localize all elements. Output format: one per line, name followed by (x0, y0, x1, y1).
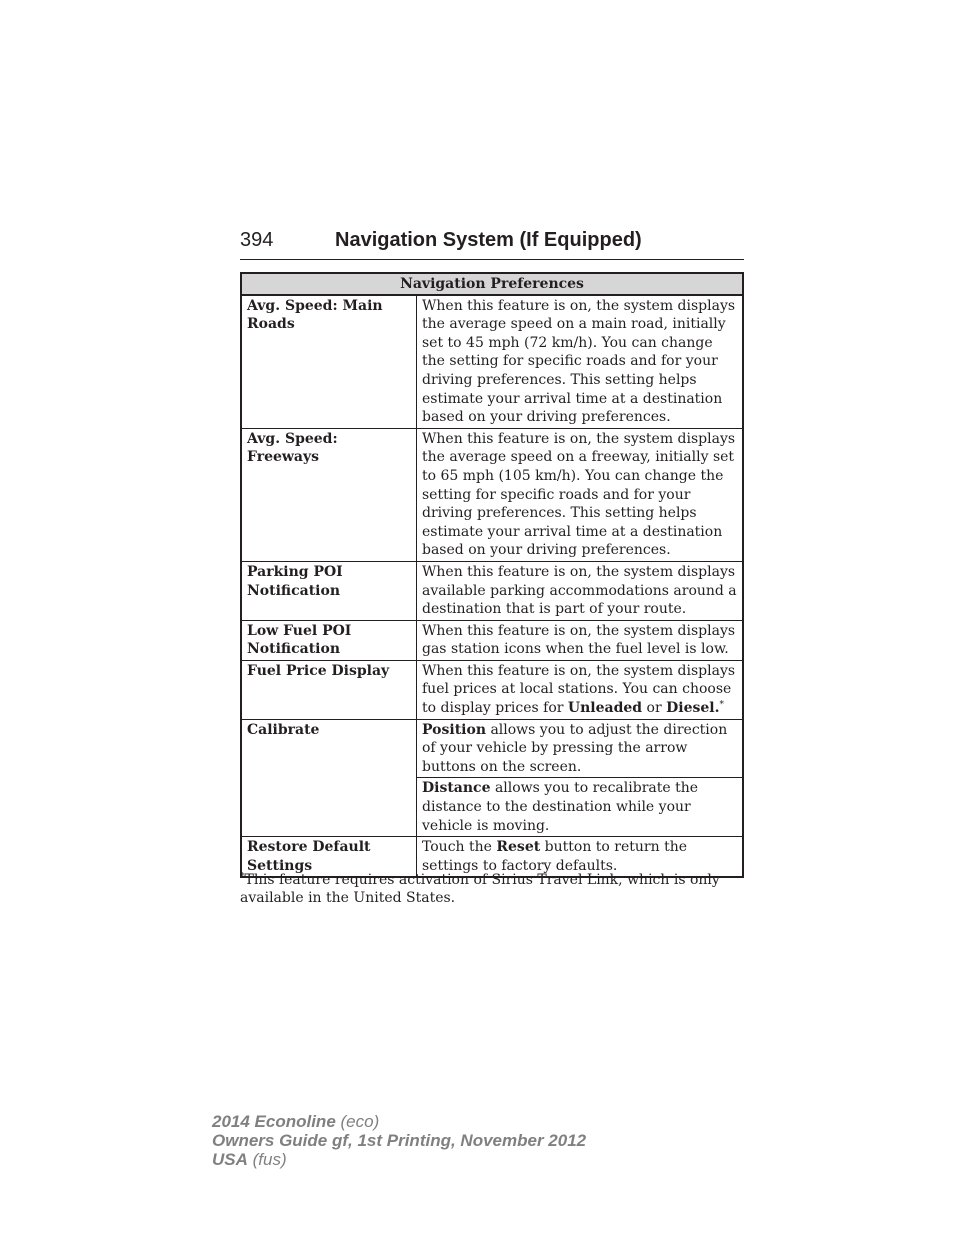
footer-market-code: (fus) (247, 1150, 287, 1169)
table-title: Navigation Preferences (241, 273, 743, 295)
footer-line-2: Owners Guide gf, 1st Printing, November 2012 (212, 1131, 587, 1150)
unleaded-term: Unleaded (567, 700, 643, 717)
setting-description (417, 719, 744, 778)
reset-term: Reset (496, 839, 541, 856)
setting-description: When this feature is on, the system displays gas station icons when the fuel level is low. (417, 620, 744, 660)
setting-name: Restore Default Settings (241, 837, 417, 878)
footer-model: 2014 Econoline (212, 1112, 336, 1131)
navigation-preferences-table (240, 272, 744, 878)
setting-name: Fuel Price Display (241, 660, 417, 719)
description-text: allows you to adjust the direction of your vehicle by pressing the arrow buttons on the screen. (422, 721, 728, 775)
setting-name: Calibrate (241, 719, 417, 837)
setting-description (417, 660, 744, 719)
footer-model-code: (eco) (335, 1112, 380, 1131)
table-row (241, 620, 743, 660)
table-title-row (241, 273, 743, 295)
description-text: allows you to recalibrate the distance to the destination while your vehicle is moving. (422, 780, 699, 834)
table-row (241, 561, 743, 620)
footer-market: USA (212, 1150, 248, 1169)
table-row (241, 660, 743, 719)
setting-description: When this feature is on, the system displays available parking accommodations around a destination that is part of your route. (417, 561, 744, 620)
description-text: or (642, 700, 667, 717)
setting-description: When this feature is on, the system displays the average speed on a main road, initially set to 45 mph (72 km/h). You can change the setting for specific roads and for your driving preferences. This setting helps estimate your arrival time at a destination based on your driving preferences. (417, 295, 744, 429)
table-row (241, 719, 743, 778)
footer-line-3 (212, 1150, 586, 1169)
table-row (241, 295, 743, 429)
footer-line-1 (212, 1112, 586, 1131)
description-text: button to return the settings to factory defaults. (422, 839, 687, 874)
description-text: When this feature is on, the system displays fuel prices at local stations. You can choose to display prices for (422, 662, 736, 717)
setting-name: Parking POI Notification (241, 561, 417, 620)
page-footer (212, 1112, 586, 1169)
distance-term: Distance (422, 780, 491, 797)
diesel-term: Diesel. (666, 700, 720, 717)
setting-name: Low Fuel POI Notification (241, 620, 417, 660)
page-title: Navigation System (If Equipped) (335, 229, 642, 251)
page-number: 394 (240, 229, 274, 251)
description-text: Touch the (422, 839, 497, 856)
position-term: Position (422, 721, 486, 738)
footnote-marker: * (719, 700, 724, 711)
setting-name: Avg. Speed: Main Roads (241, 295, 417, 429)
setting-name: Avg. Speed: Freeways (241, 428, 417, 561)
footnote (240, 871, 744, 907)
table-row (241, 428, 743, 561)
footnote-text: This feature requires activation of Sirius Travel Link, which is only available in the United States. (240, 872, 720, 906)
page-header (240, 229, 744, 260)
setting-description: When this feature is on, the system displays the average speed on a freeway, initially set to 65 mph (105 km/h). You can change the setting for specific roads and for your driving preferences. This setting helps estimate your arrival time at a destination based on your driving preferences. (417, 428, 744, 561)
footnote-marker: * (240, 872, 245, 882)
setting-description (417, 778, 744, 837)
